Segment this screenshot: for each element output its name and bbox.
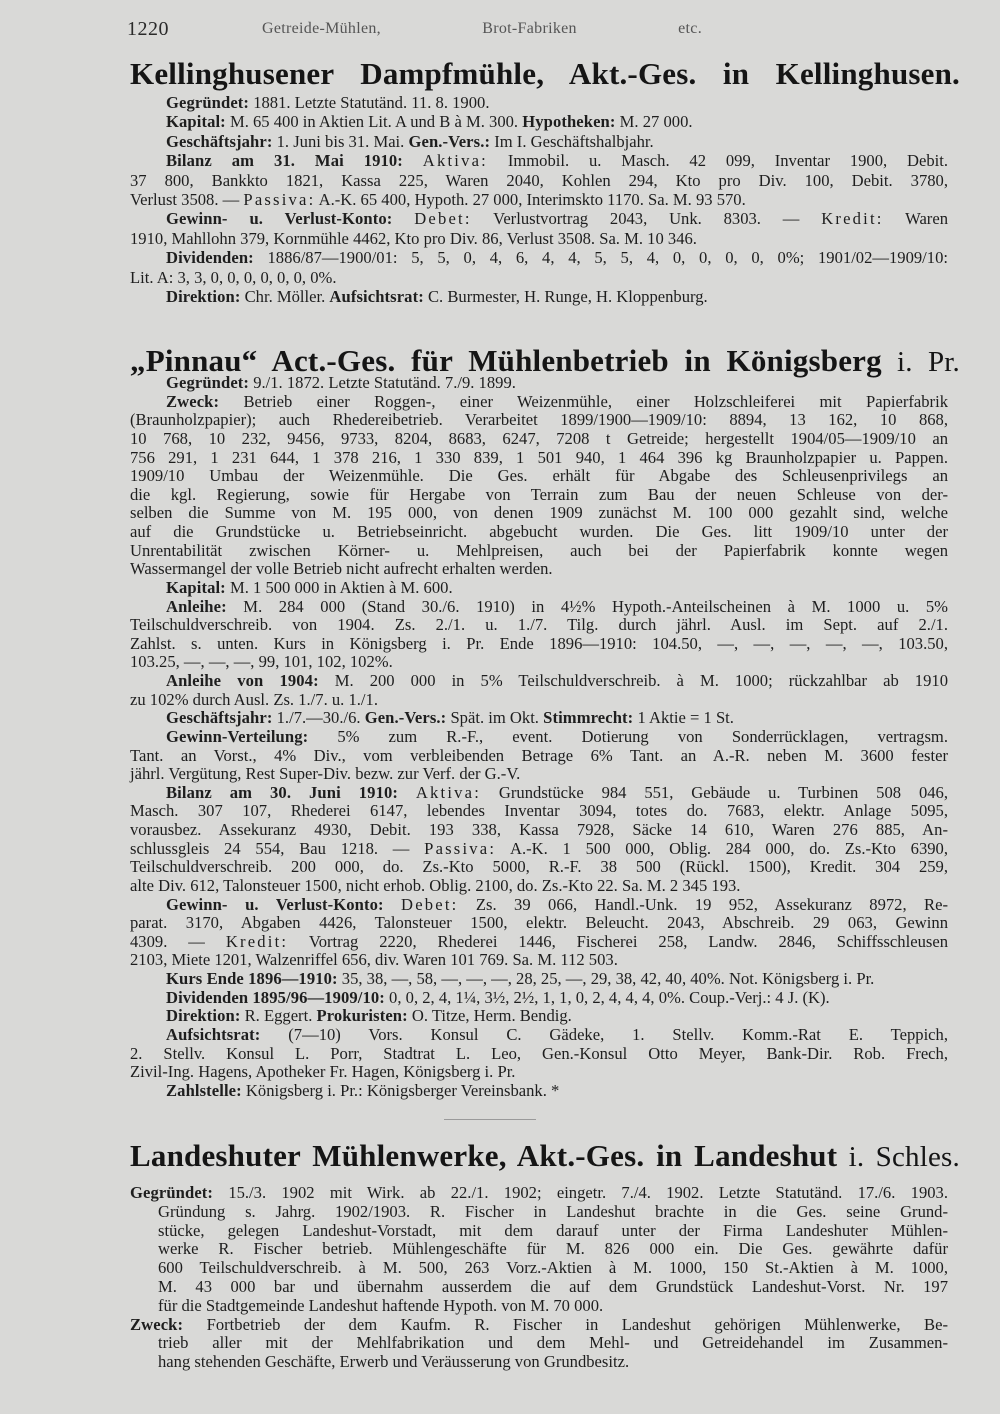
text-line [130, 374, 948, 393]
text-run: (Braunholzpapier); auch Rhedereibetrieb. Verarbeitet 1899/1900—1909/10: 8894, 13 162, 10 868, [130, 410, 948, 430]
text-line [130, 229, 948, 248]
text-run: 1910, Mahllohn 379, Kornmühle 4462, Kto pro Div. 86, Verlust 3508. Sa. M. 10 346. [130, 228, 697, 248]
text-run: Zivil-Ing. Hagens, Apotheker Fr. Hagen, Königsberg i. Pr. [130, 1062, 516, 1082]
text-line [130, 430, 948, 449]
text-line [130, 486, 948, 505]
text-run: 10 768, 10 232, 9456, 9733, 8204, 8683, 6247, 7208 t Getreide; hergestellt 1904/05—1909/10 an [130, 428, 948, 448]
text-run: zu 102% durch Ausl. Zs. 1./7. u. 1./1. [130, 689, 378, 709]
field-label: Zweck: [166, 391, 220, 411]
text-run: 37 800, Bankkto 1821, Kassa 225, Waren 2040, Kohlen 294, Kto pro Div. 100, Debit. 3780, [130, 170, 948, 190]
text-run: vorausbez. Assekuranz 4930, Debit. 193 338, Kassa 7928, Säcke 14 610, Waren 276 885, An- [130, 820, 948, 839]
field-label: Dividenden 1895/96—1909/10: [166, 987, 385, 1007]
text-run: parat. 3170, Abgaben 4426, Talonsteuer 1500, elektr. Beleucht. 2043, Abschreib. 29 063, Gewinn [130, 913, 948, 933]
title-text: Landeshuter Mühlenwerke, Akt.-Ges. in Landeshut [130, 1138, 838, 1173]
text-run: jährl. Vergütung, Rest Super-Div. bezw. zur Verf. der G.-V. [130, 764, 521, 784]
text-run: M. 200 000 in 5% Teilschuldverschreib. à M. 1000; rückzahlbar ab 1910 [318, 671, 948, 690]
field-label: Gegründet: [166, 373, 250, 392]
field-label: Direktion: [166, 287, 241, 307]
text-run: für die Stadtgemeinde Landeshut haftende Hypoth. von M. 70 000. [158, 1295, 604, 1315]
paragraph [130, 970, 948, 989]
field-label: Dividenden: [166, 248, 254, 268]
text-run: 2103, Miete 1201, Walzenriffel 656, div. Waren 101 769. Sa. M. 112 503. [130, 950, 618, 970]
text-run [392, 209, 414, 228]
field-label: Aufsichtsrat: [166, 1024, 261, 1044]
paragraph [130, 393, 948, 579]
text-run: Zs. 39 066, Handl.-Unk. 19 952, Assekuranz 8972, Re- [458, 894, 948, 914]
text-line [130, 989, 948, 1008]
text-run [403, 151, 423, 170]
text-line [130, 765, 948, 784]
paragraph [130, 1316, 948, 1372]
text-line [130, 970, 948, 989]
title-suffix: i. Schles. [837, 1141, 960, 1173]
text-line [130, 190, 948, 209]
company-title-kellinghusener [130, 56, 960, 92]
text-run: 15./3. 1902 mit Wirk. ab 22./1. 1902; eingetr. 7./4. 1902. Letzte Statutänd. 17./6. 1903. [213, 1183, 948, 1202]
text-run: M. 65 400 in Aktien Lit. A und B à M. 300. [225, 112, 523, 132]
paragraph [130, 112, 948, 131]
text-run: Verlustvortrag 2043, Unk. 8303. — [471, 209, 822, 229]
text-run: Grundstücke 984 551, Gebäude u. Turbinen 508 046, [481, 782, 948, 802]
field-label: Gegründet: [166, 93, 250, 112]
paragraph [130, 672, 948, 709]
field-label: Kapital: [166, 112, 226, 132]
text-line [130, 467, 948, 486]
text-line [130, 411, 948, 430]
text-line [130, 560, 948, 579]
paragraph [130, 1184, 948, 1316]
paragraph [130, 93, 948, 112]
text-line [130, 877, 948, 896]
text-run: Im I. Geschäftshalbjahr. [490, 131, 654, 151]
text-line [130, 209, 948, 228]
text-run: 2. Stellv. Konsul L. Porr, Stadtrat L. Leo, Gen.-Konsul Otto Meyer, Bank-Dir. Rob. Frech, [130, 1043, 948, 1063]
text-run: Gründung s. Jahrg. 1902/1903. R. Fischer in Landeshut brachte in die Ges. seine Grund- [158, 1201, 948, 1221]
text-run: schlussgleis 24 554, Bau 1218. — [130, 838, 425, 858]
text-run: Wassermangel der volle Betrieb nicht aufrecht erhalten werden. [130, 559, 553, 579]
text-run: 1./7.—30./6. [272, 708, 365, 728]
text-line [130, 132, 948, 151]
text-line [130, 393, 948, 412]
text-line [130, 287, 948, 306]
field-label: Kurs Ende 1896—1910: [166, 969, 338, 988]
text-line [130, 248, 948, 267]
text-line [130, 1082, 948, 1101]
text-line [130, 858, 948, 877]
paragraph [130, 1082, 948, 1101]
text-run: 9./1. 1872. Letzte Statutänd. 7./9. 1899. [249, 373, 516, 392]
text-run: 103.25, —, —, —, 99, 101, 102, 102%. [130, 652, 393, 672]
text-line [130, 709, 948, 728]
text-run: M. 1 500 000 in Aktien à M. 600. [225, 577, 453, 597]
company-entry-pinnau [130, 374, 948, 1100]
text-run: M. 43 000 bar und übernahm ausserdem die auf dem Grundstück Landeshut-Vorst. Nr. 197 [158, 1276, 948, 1296]
paragraph [130, 132, 948, 151]
paragraph [130, 709, 948, 728]
text-run: Immobil. u. Masch. 42 099, Inventar 1900, Debit. [487, 151, 949, 171]
text-run: Zahlst. s. unten. Kurs in Königsberg i. Pr. Ende 1896—1910: 104.50, —, —, —, —, —, 103.50, [130, 633, 948, 653]
text-run: Teilschuldverschreib. 200 000, do. Zs.-Kto 5000, R.-F. 38 500 (Rückl. 1500), Kredit. 304 259, [130, 857, 948, 877]
spaced-label: Passiva: [424, 838, 497, 858]
text-run: Königsberg i. Pr.: Königsberger Vereinsbank. * [241, 1080, 560, 1100]
text-line [130, 1259, 948, 1278]
text-run: M. 27 000. [615, 112, 693, 132]
paragraph [130, 374, 948, 393]
running-head: Getreide-Mühlen, Brot-Fabriken etc. [262, 20, 702, 37]
text-line [130, 896, 948, 915]
field-label: Bilanz am 30. Juni 1910: [166, 782, 398, 802]
text-run: 1. Juni bis 31. Mai. [272, 131, 409, 151]
page-number: 1220 [127, 18, 169, 40]
spaced-label: Kredit: [225, 931, 289, 951]
text-line [130, 616, 948, 635]
spaced-label: Debet: [414, 209, 472, 229]
text-run [398, 783, 416, 802]
text-line [130, 1316, 948, 1335]
paragraph [130, 598, 948, 673]
text-run: 35, 38, —, 58, —, —, —, 28, 25, —, 29, 38, 42, 40, 40%. Not. Königsberg i. Pr. [337, 969, 875, 988]
title-suffix: i. Pr. [881, 346, 960, 378]
text-line [130, 523, 948, 542]
text-run: auf die Grundstücke u. Betriebseinricht. abgebucht wurden. Die Ges. litt 1909/10 unter der [130, 522, 948, 541]
text-run: Lit. A: 3, 3, 0, 0, 0, 0, 0, 0, 0%. [130, 267, 337, 287]
text-run: 600 Teilschuldverschreib. à M. 500, 263 Vorz.-Aktien à M. 1000, 150 St.-Aktien à M. 1000, [158, 1258, 948, 1278]
text-line [130, 635, 948, 654]
field-label: Gewinn-Verteilung: [166, 726, 309, 746]
text-line [130, 951, 948, 970]
text-line [130, 1240, 948, 1259]
text-run: 4309. — [130, 931, 226, 951]
text-run: trieb aller mit der Mehlfabrikation und dem Mehl- und Getreidehandel im Zusammen- [158, 1333, 948, 1353]
field-label: Aufsichtsrat: [329, 287, 424, 307]
text-run: die kgl. Regierung, sowie für Hergabe von Terrain zum Bau der neuen Schleuse von der- [130, 484, 948, 504]
text-run: 1886/87—1900/01: 5, 5, 0, 4, 6, 4, 4, 5, 5, 4, 0, 0, 0, 0, 0%; 1901/02—1909/10: [253, 248, 948, 268]
text-line [130, 1297, 948, 1316]
text-run: 756 291, 1 231 644, 1 378 216, 1 330 839, 1 501 940, 1 464 396 kg Braunholzpapier u. Pappen. [130, 447, 948, 467]
paragraph [130, 209, 948, 248]
text-run: A.-K. 1 500 000, Oblig. 284 000, do. Zs.-Kto 6390, [496, 838, 948, 858]
text-run: M. 284 000 (Stand 30./6. 1910) in 4½% Hypoth.-Anteilscheinen à M. 1000 u. 5% [226, 596, 948, 616]
text-line [130, 1353, 948, 1372]
text-line [130, 1007, 948, 1026]
company-entry-kellinghusener [130, 93, 948, 306]
paragraph [130, 1007, 948, 1026]
text-run: stücke, gelegen Landeshut-Vorstadt, mit dem darauf unter der Firma Landeshuter Mühlen- [158, 1220, 948, 1240]
paragraph [130, 1026, 948, 1082]
text-line [130, 112, 948, 131]
paragraph [130, 989, 948, 1008]
text-run: Masch. 307 107, Rhederei 6147, lebendes Inventar 3094, totes do. 7683, elektr. Anlage 5095, [130, 801, 948, 821]
spaced-label: Debet: [401, 894, 459, 914]
field-label: Gen.-Vers.: [408, 131, 491, 151]
text-line [130, 1278, 948, 1297]
text-run: Betrieb einer Roggen-, einer Weizenmühle, einer Holzschleiferei mit Papierfabrik [219, 391, 948, 411]
title-text: „Pinnau“ Act.-Ges. für Mühlenbetrieb in Königsberg [130, 343, 882, 378]
text-run: Vortrag 2220, Rhederei 1446, Fischerei 258, Landw. 2846, Schiffsschleusen [288, 931, 948, 951]
text-run [384, 895, 401, 914]
text-run: Chr. Möller. [240, 287, 330, 307]
text-line [130, 1026, 948, 1045]
text-run: 1881. Letzte Statutänd. 11. 8. 1900. [249, 93, 490, 112]
text-line [130, 653, 948, 672]
text-run: O. Titze, Herm. Bendig. [407, 1006, 572, 1026]
text-line [130, 1045, 948, 1064]
section-divider [444, 1119, 536, 1120]
text-line [130, 691, 948, 710]
field-label: Anleihe: [166, 596, 227, 616]
text-run: Tant. an Vorst., 4% Div., vom verbleibenden Betrage 6% Tant. an A.-R. neben M. 3600 fester [130, 745, 948, 765]
text-line [130, 784, 948, 803]
field-label: Prokuristen: [316, 1006, 408, 1026]
text-line [130, 1334, 948, 1353]
field-label: Gen.-Vers.: [364, 708, 447, 728]
text-line [130, 151, 948, 170]
field-label: Zahlstelle: [166, 1080, 242, 1100]
title-text: Kellinghusener Dampfmühle, Akt.-Ges. in Kellinghusen. [130, 56, 960, 91]
paragraph [130, 728, 948, 784]
text-run: selben die Summe von M. 195 000, von denen 1909 zunächst M. 100 000 gezahlt sind, welche [130, 503, 948, 523]
text-run: Unrentabilität zwischen Körner- u. Mehlpreisen, auch bei der Papierfabrik konnte wegen [130, 540, 948, 560]
text-line [130, 268, 948, 287]
text-run: Spät. im Okt. [446, 708, 544, 728]
text-line [130, 598, 948, 617]
field-label: Stimmrecht: [543, 708, 634, 728]
company-entry-landeshuter [130, 1184, 948, 1372]
field-label: Zweck: [130, 1314, 184, 1334]
text-line [130, 1184, 948, 1203]
text-run: 0, 0, 2, 4, 1¼, 3½, 2½, 1, 1, 0, 2, 4, 4, 4, 0%. Coup.-Verj.: 4 J. (K). [384, 987, 830, 1007]
text-line [130, 504, 948, 523]
paragraph [130, 579, 948, 598]
field-label: Gewinn- u. Verlust-Konto: [166, 894, 384, 914]
text-line [130, 802, 948, 821]
paragraph [130, 784, 948, 896]
spaced-label: Kredit: [821, 209, 884, 229]
text-run: Fortbetrieb der dem Kaufm. R. Fischer in Landeshut gehörigen Mühlenwerke, Be- [183, 1314, 948, 1334]
field-label: Bilanz am 31. Mai 1910: [166, 151, 403, 171]
text-line [130, 914, 948, 933]
text-run: Teilschuldverschreib. von 1904. Zs. 2./1. u. 1./7. Tilg. durch jährl. Ausl. im Sept. auf 2./1. [130, 615, 948, 635]
spaced-label: Aktiva: [422, 151, 488, 171]
text-line [130, 747, 948, 766]
text-line [130, 672, 948, 691]
field-label: Hypotheken: [522, 112, 616, 132]
paragraph [130, 248, 948, 287]
text-line [130, 579, 948, 598]
text-run: hang stehenden Geschäfte, Erwerb und Veräusserung von Grundbesitz. [158, 1352, 630, 1372]
text-run: alte Div. 612, Talonsteuer 1500, nicht erhob. Oblig. 2100, do. Zs.-Kto 22. Sa. M. 2 345 193. [130, 875, 741, 895]
text-run: 5% zum R.-F., event. Dotierung von Sonderrücklagen, vertragsm. [308, 726, 948, 746]
field-label: Anleihe von 1904: [166, 671, 319, 690]
text-run: werke R. Fischer betrieb. Mühlengeschäfte für M. 826 000 ein. Die Ges. gewährte dafür [158, 1239, 948, 1259]
text-line [130, 933, 948, 952]
text-line [130, 840, 948, 859]
field-label: Gegründet: [130, 1183, 214, 1202]
text-run: (7—10) Vors. Konsul C. Gädeke, 1. Stellv. Komm.-Rat E. Teppich, [260, 1024, 948, 1044]
text-run: 1909/10 Umbau der Weizenmühle. Die Ges. erhält für Abgabe des Schleusenprivilegs an [130, 466, 948, 486]
text-line [130, 1203, 948, 1222]
text-run: Verlust 3508. — [130, 190, 244, 210]
text-run: C. Burmester, H. Runge, H. Kloppenburg. [423, 287, 708, 307]
text-run: R. Eggert. [240, 1006, 317, 1026]
text-line [130, 1222, 948, 1241]
field-label: Geschäftsjahr: [166, 131, 273, 151]
text-line [130, 821, 948, 840]
spaced-label: Passiva: [243, 190, 316, 210]
field-label: Gewinn- u. Verlust-Konto: [166, 209, 393, 229]
text-line [130, 93, 948, 112]
field-label: Direktion: [166, 1006, 241, 1026]
text-run: 1 Aktie = 1 St. [633, 708, 734, 728]
text-line [130, 449, 948, 468]
company-title-landeshuter [130, 1138, 960, 1174]
paragraph [130, 151, 948, 209]
text-run: A.-K. 65 400, Hypoth. 27 000, Interimskto 1170. Sa. M. 93 570. [315, 190, 746, 210]
text-run: Waren [883, 209, 948, 229]
field-label: Geschäftsjahr: [166, 708, 273, 728]
field-label: Kapital: [166, 577, 226, 597]
spaced-label: Aktiva: [415, 782, 482, 802]
text-line [130, 728, 948, 747]
text-line [130, 171, 948, 190]
text-line [130, 542, 948, 561]
paragraph [130, 896, 948, 971]
text-line [130, 1063, 948, 1082]
paragraph [130, 287, 948, 306]
